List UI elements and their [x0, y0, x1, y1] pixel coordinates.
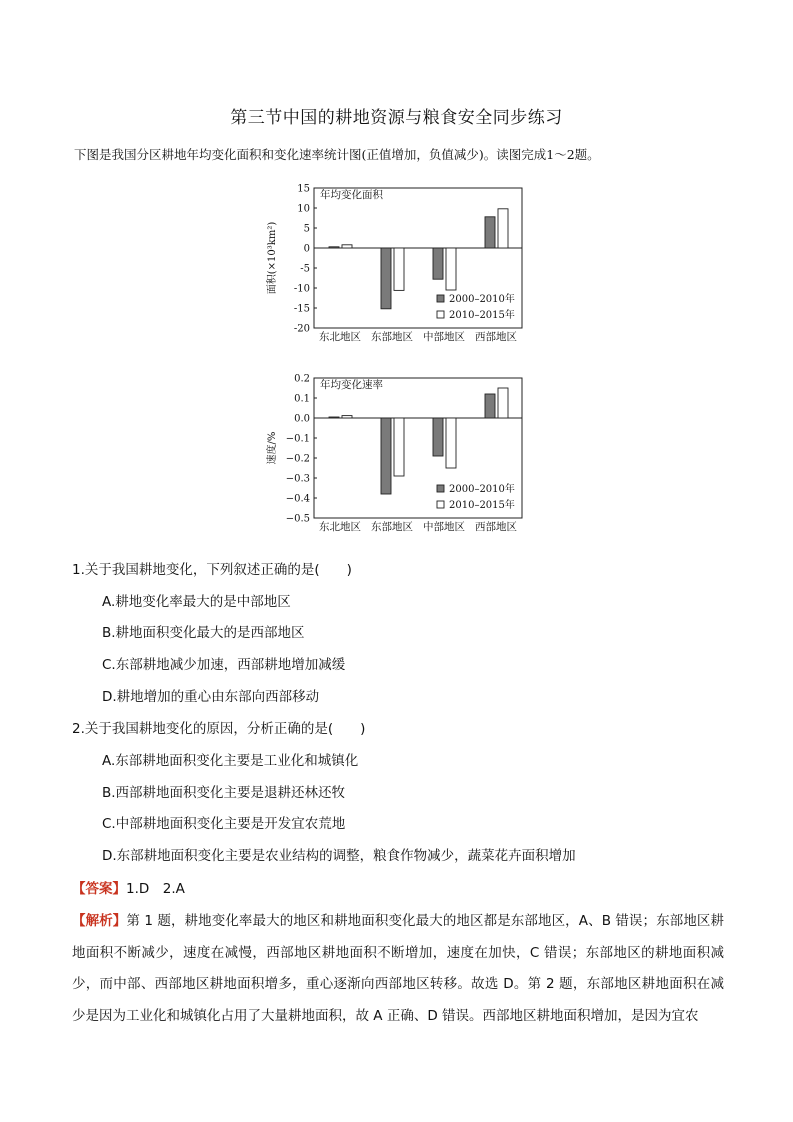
answer-text: 1.D 2.A: [126, 881, 185, 897]
question-2-stem: 2.关于我国耕地变化的原因，分析正确的是( ): [72, 721, 366, 737]
chart0-bar: [381, 248, 391, 309]
chart1-ytick-label: −0.2: [285, 453, 310, 465]
chart1-ytick-label: −0.5: [285, 513, 310, 525]
area-chart-svg: [260, 180, 530, 345]
question-1-option-d: D.耕地增加的重心由东部向西部移动: [102, 689, 320, 705]
chart1-bar: [485, 394, 495, 418]
chart1-bar: [446, 418, 456, 468]
question-1-stem: 1.关于我国耕地变化，下列叙述正确的是( ): [72, 562, 352, 578]
chart0-bar: [342, 245, 352, 248]
chart0-category-label: 东部地区: [371, 331, 413, 343]
chart0-legend-label: 2010–2015年: [449, 310, 515, 321]
page-title: 第三节中国的耕地资源与粮食安全同步练习: [230, 108, 563, 128]
analysis-paragraph: [72, 906, 724, 1032]
chart0-bar: [433, 248, 443, 279]
question-1-option-a: A.耕地变化率最大的是中部地区: [102, 594, 291, 610]
analysis-tag: 【解析】: [72, 913, 127, 929]
question-1-option-b: B.耕地面积变化最大的是西部地区: [102, 625, 305, 641]
chart1-ytick-label: −0.1: [285, 433, 310, 445]
chart0-ytick-label: -15: [293, 303, 310, 315]
chart1-category-label: 东部地区: [371, 521, 413, 533]
chart0-category-label: 东北地区: [319, 331, 361, 343]
chart0-ytick-label: 10: [297, 203, 310, 215]
question-2-option-a: A.东部耕地面积变化主要是工业化和城镇化: [102, 753, 359, 769]
chart1-ytick-label: −0.4: [285, 493, 310, 505]
area-chart: [260, 180, 530, 349]
chart0-ylabel: 面积(×10³km²): [267, 221, 278, 295]
answer-tag: 【答案】: [72, 881, 126, 897]
chart1-category-label: 东北地区: [319, 521, 361, 533]
rate-chart-svg: [260, 370, 530, 535]
chart0-title: 年均变化面积: [320, 189, 383, 201]
chart1-ytick-label: 0.1: [294, 393, 310, 405]
chart1-legend-label: 2010–2015年: [449, 500, 515, 511]
chart1-ytick-label: 0.2: [294, 373, 310, 385]
chart1-category-label: 西部地区: [475, 521, 517, 533]
question-1-option-c: C.东部耕地减少加速，西部耕地增加减缓: [102, 657, 346, 673]
chart0-category-label: 西部地区: [475, 331, 517, 343]
chart1-bar: [329, 417, 339, 418]
chart0-ytick-label: 15: [297, 183, 310, 195]
chart0-bar: [394, 248, 404, 290]
chart0-ytick-label: 5: [303, 223, 310, 235]
chart0-ytick-label: 0: [303, 243, 310, 255]
chart1-bar: [342, 416, 352, 418]
chart0-plot-frame: [314, 188, 522, 328]
chart0-legend-swatch: [437, 311, 444, 318]
chart1-category-label: 中部地区: [423, 521, 465, 533]
intro-text: 下图是我国分区耕地年均变化面积和变化速率统计图(正值增加，负值减少)。读图完成1～2题。: [74, 147, 600, 162]
chart1-ytick-label: 0.0: [294, 413, 310, 425]
chart0-legend-swatch: [437, 295, 444, 302]
question-2-option-d: D.东部耕地面积变化主要是农业结构的调整，粮食作物减少，蔬菜花卉面积增加: [102, 848, 576, 864]
chart1-ylabel: 速度/%: [267, 431, 278, 465]
chart1-bar: [498, 388, 508, 418]
chart1-legend-swatch: [437, 485, 444, 492]
chart1-title: 年均变化速率: [320, 379, 383, 391]
question-2-option-c: C.中部耕地面积变化主要是开发宜农荒地: [102, 816, 346, 832]
answer-line: [72, 877, 185, 897]
chart0-legend-label: 2000–2010年: [449, 294, 515, 305]
chart0-category-label: 中部地区: [423, 331, 465, 343]
chart0-ytick-label: -5: [300, 263, 310, 275]
chart0-bar: [446, 248, 456, 290]
chart1-bar: [433, 418, 443, 456]
question-2-option-b: B.西部耕地面积变化主要是退耕还林还牧: [102, 785, 346, 801]
chart0-ytick-label: -20: [293, 323, 310, 335]
rate-chart: [260, 370, 530, 539]
chart0-bar: [498, 209, 508, 248]
chart0-bar: [329, 247, 339, 248]
chart1-bar: [394, 418, 404, 476]
chart1-bar: [381, 418, 391, 494]
chart1-ytick-label: −0.3: [285, 473, 310, 485]
chart1-legend-label: 2000–2010年: [449, 484, 515, 495]
analysis-text: 第 1 题，耕地变化率最大的地区和耕地面积变化最大的地区都是东部地区，A、B 错误；东部地区耕地面积不断减少，速度在减慢，西部地区耕地面积不断增加，速度在加快，C 错误；东部地区的耕地面积减少，而中部、西部地区耕地面积增多，重心逐渐向西部地区转移。故选 D。第 2 题，东部地区耕地面积在减少是因为工业化和城镇化占用了大量耕地面积，故 A 正确、D 错误。西部地区耕地面积增加，是因为宜农: [72, 913, 725, 1024]
chart0-bar: [485, 217, 495, 248]
chart0-ytick-label: -10: [293, 283, 310, 295]
chart1-legend-swatch: [437, 501, 444, 508]
